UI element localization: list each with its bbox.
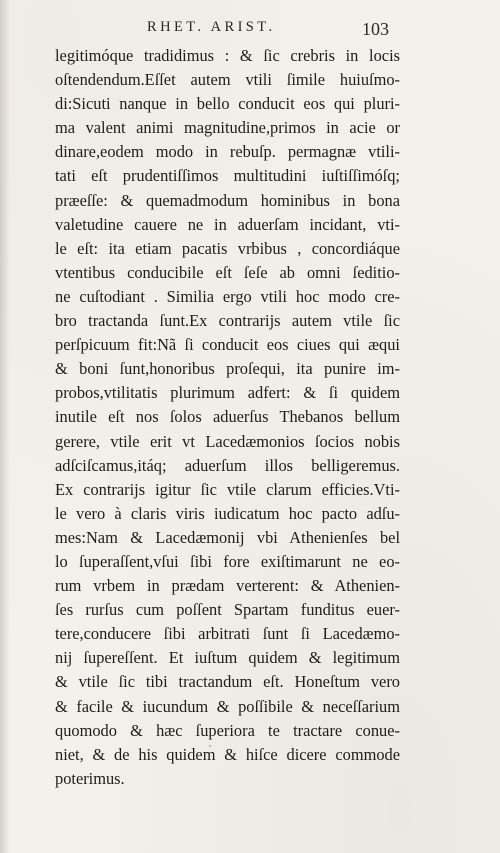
text-line: probos,vtilitatis plurimum adfert: & ſi quidem (55, 383, 400, 403)
text-line: di:Sicuti nanque in bello conducit eos qui pluri- (55, 94, 400, 114)
text-line: inutile eſt nos ſolos aduerſus Thebanos bellum (55, 407, 400, 427)
text-line: perſpicuum fit:Nã ſi conducit eos ciues qui æqui (55, 335, 400, 355)
text-line: ſes rurſus cum poſſent Spartam funditus euer- (55, 600, 400, 620)
text-line: & vtile ſic tibi tractandum eſt. Honeſtum vero (55, 672, 400, 692)
text-line: le eſt: ita etiam pacatis vrbibus , concordiáque (55, 238, 400, 258)
text-line: adſciſcamus,itáq; aduerſum illos belligeremus. (55, 455, 400, 475)
text-line: quomodo & hæc ſuperiora te tractare conue- (55, 720, 400, 740)
page-number: 103 (362, 19, 389, 39)
text-line: oſtendendum.Eſſet autem vtili ſimile huiuſmo- (55, 70, 400, 90)
text-line: poterimus. (55, 768, 125, 788)
text-line: legitimóque tradidimus : & ſic crebris in locis (55, 46, 400, 65)
body-text (55, 44, 400, 791)
text-line: & facile & iucundum & poſſibile & neceſſarium (55, 696, 400, 716)
text-line: præeſſe: & quemadmodum hominibus in bona (55, 190, 400, 210)
text-line: Ex contrarijs igitur ſic vtile clarum efficies.Vti- (55, 479, 400, 499)
text-line: vtentibus conducibile eſt ſeſe ab omni ſeditio- (55, 262, 400, 282)
text-line: mes:Nam & Lacedæmonij vbi Athenienſes bel (55, 527, 400, 547)
text-line: ne cuſtodiant . Similia ergo vtili hoc modo cre- (55, 286, 400, 306)
text-line: gerere, vtile erit vt Lacedæmonios ſocios nobis (55, 431, 400, 451)
text-line: lo ſuperaſſent,vſui ſibi fore exiſtimarunt ne eo- (55, 551, 400, 571)
text-line: tere,conducere ſibi arbitrati ſunt ſi Lacedæmo- (55, 624, 400, 644)
ink-speck (209, 745, 211, 747)
text-line: rum vrbem in prædam verterent: & Athenien- (55, 576, 400, 596)
running-head (0, 19, 500, 43)
text-line: dinare,eodem modo in rebuſp. permagnæ vtili- (55, 142, 400, 162)
running-title: RHET. ARIST. (147, 19, 276, 35)
text-line: valetudine cauere ne in aduerſam incidant, vti- (55, 214, 400, 234)
text-line: tati eſt prudentiſſimos multitudini iuſtiſſimóſq; (55, 166, 400, 186)
text-line: ma valent animi magnitudine,primos in acie or (55, 118, 400, 138)
text-line: niet, & de his quidem & hiſce dicere commode (55, 744, 400, 764)
text-line: nij ſupereſſent. Et iuſtum quidem & legitimum (55, 648, 400, 668)
text-line: & boni ſunt,honoribus proſequi, ita punire im- (55, 359, 400, 379)
page-gutter-shadow (0, 0, 10, 853)
text-line: le vero à claris viris iudicatum hoc pacto adſu- (55, 503, 400, 523)
text-line: bro tractanda ſunt.Ex contrarijs autem vtile ſic (55, 311, 400, 331)
